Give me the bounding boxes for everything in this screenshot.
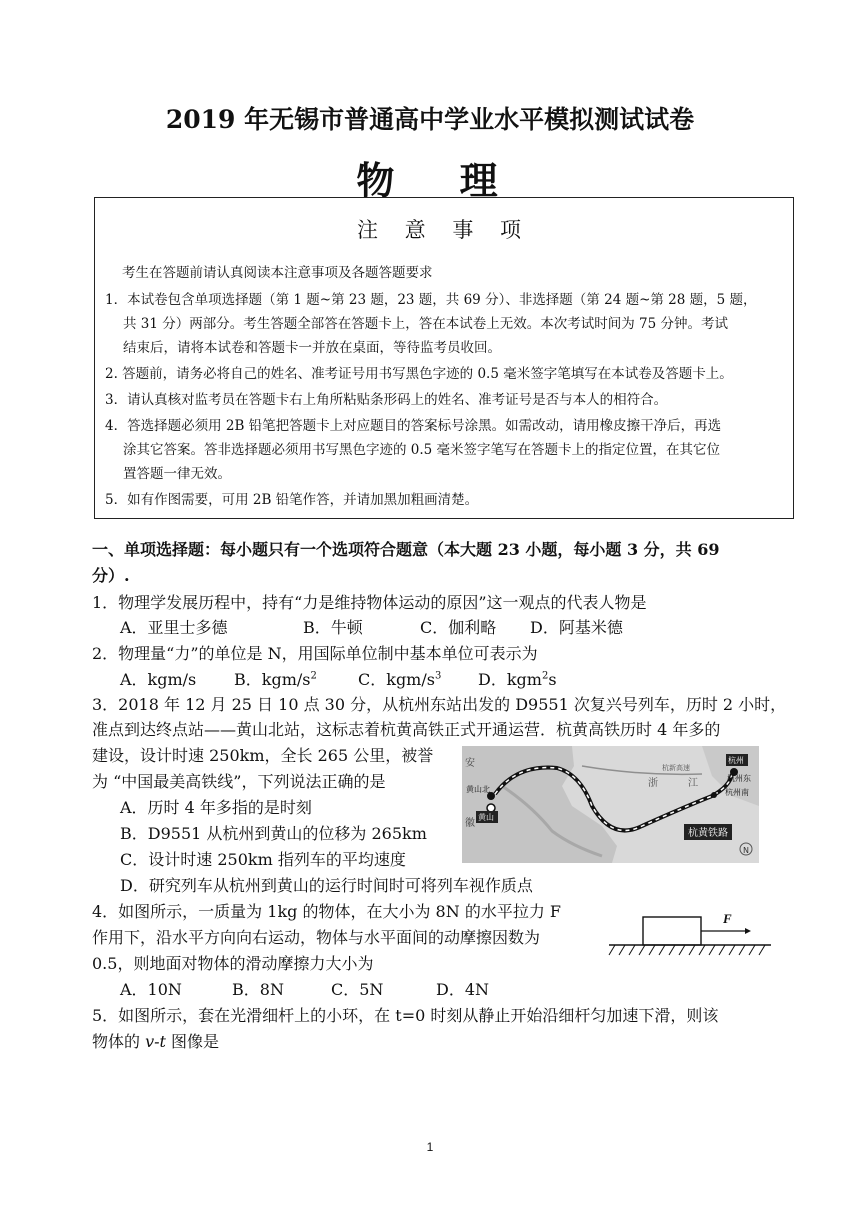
block (643, 917, 701, 945)
map-label-hangzhoudong: 杭州东 (727, 774, 751, 783)
q2-option-a: A．kgm/s (120, 670, 197, 689)
notice-line: 2. 答题前，请务必将自己的姓名、准考证号用书写黑色字迹的 0.5 毫米签字笔填写在本试卷及答题卡上。 (105, 366, 733, 382)
q1-option-a: A．亚里士多德 (120, 618, 228, 637)
page-number: 1 (426, 1140, 434, 1154)
notice-line: 涂其它答案。答非选择题必须用书写黑色字迹的 0.5 毫米签字笔写在答题卡上的指定位置，在其它位 (123, 442, 721, 458)
q5-line2: 物体的 v-t 图像是 (92, 1032, 220, 1051)
q4-line: 4．如图所示，一质量为 1kg 的物体，在大小为 8N 的水平拉力 F (92, 902, 562, 921)
huangshan-station-marker (487, 804, 495, 812)
q1-stem: 1．物理学发展历程中，持有“力是维持物体运动的原因”这一观点的代表人物是 (92, 593, 647, 612)
q3-option-a: A．历时 4 年多指的是时刻 (120, 798, 312, 817)
q2-option-d: D．kgm$^2$s (478, 670, 557, 689)
map-label-an: 安 (465, 758, 475, 769)
notice-line: 1．本试卷包含单项选择题（第 1 题~第 23 题，23 题，共 69 分）、非选择题（第 24 题~第 28 题，5 题， (105, 292, 757, 308)
q3-line: 准点到达终点站——黄山北站，这标志着杭黄高铁正式开通运营．杭黄高铁历时 4 年多的 (92, 720, 721, 739)
section-heading-cont: 分）. (92, 566, 130, 585)
q2-option-c: C．kgm/$s^3$ (358, 670, 442, 689)
force-label: F (723, 911, 732, 926)
q3-line: 3．2018 年 12 月 25 日 10 点 30 分，从杭州东站出发的 D9551 次复兴号列车，历时 2 小时， (92, 695, 787, 714)
railway-map-figure (462, 746, 759, 863)
q1-option-b: B．牛顿 (303, 618, 363, 637)
map-label-jiang: 江 (688, 778, 698, 789)
map-label-hangzhounan: 杭州南 (725, 788, 749, 797)
q3-line: 为 “中国最美高铁线”，下列说法正确的是 (92, 772, 386, 791)
q4-line: 作用下，沿水平方向向右运动，物体与水平面间的动摩擦因数为 (92, 928, 541, 947)
q3-option-c: C．设计时速 250km 指列车的平均速度 (120, 850, 406, 869)
notice-box (94, 197, 794, 519)
map-label-hui: 徽 (465, 818, 475, 829)
q3-option-b: B．D9551 从杭州到黄山的位移为 265km (120, 824, 427, 843)
notice-line: 共 31 分）两部分。考生答题全部答在答题卡上，答在本试卷上无效。本次考试时间为 75 分钟。考试 (123, 316, 729, 332)
q4-line: 0.5，则地面对物体的滑动摩擦力大小为 (92, 954, 374, 973)
q3-line: 建设，设计时速 250km，全长 265 公里，被誉 (92, 746, 434, 765)
subject-title: 物 理 (356, 158, 504, 203)
q4-option-b: B．8N (232, 980, 284, 999)
q2-option-b: B．kgm/$s^2$ (234, 670, 317, 689)
q4-option-a: A．10N (120, 980, 182, 999)
exam-title: 2019 年无锡市普通高中学业水平模拟测试试卷 (165, 105, 695, 134)
map-label-zhe: 浙 (648, 778, 658, 789)
q1-option-c: C．伽利略 (420, 618, 497, 637)
notice-line: 置答题一律无效。 (123, 466, 231, 482)
hangzhounan-station-marker (711, 792, 717, 798)
block-force-figure (605, 905, 775, 960)
notice-heading: 注 意 事 项 (356, 218, 532, 242)
q1-option-d: D．阿基米德 (530, 618, 623, 637)
notice-line: 结束后，请将本试卷和答题卡一并放在桌面，等待监考员收回。 (123, 340, 501, 356)
map-label-huangshan: 黄山 (478, 813, 494, 822)
q5-line: 5．如图所示，套在光滑细杆上的小环，在 t=0 时刻从静止开始沿细杆匀加速下滑，则该 (92, 1006, 719, 1025)
notice-line: 3．请认真核对监考员在答题卡右上角所粘贴条形码上的姓名、准考证号是否与本人的相符合。 (105, 392, 668, 408)
q3-option-d: D．研究列车从杭州到黄山的运行时间时可将列车视作质点 (120, 876, 533, 895)
q4-option-c: C．5N (331, 980, 384, 999)
notice-line: 4．答选择题必须用 2B 铅笔把答题卡上对应题目的答案标号涂黑。如需改动，请用橡皮擦干净后，再选 (105, 418, 722, 434)
q4-option-d: D．4N (436, 980, 490, 999)
notice-intro: 考生在答题前请认真阅读本注意事项及各题答题要求 (122, 265, 433, 281)
map-label-expressway: 杭新高速 (662, 764, 690, 772)
map-legend-label: 杭黄铁路 (688, 828, 728, 839)
map-label-huangshanbei: 黄山北 (466, 785, 490, 794)
notice-line: 5．如有作图需要，可用 2B 铅笔作答，并请加黑加粗画清楚。 (105, 492, 479, 508)
ground-hatching (609, 945, 765, 955)
section-heading: 一、单项选择题：每小题只有一个选项符合题意（本大题 23 小题，每小题 3 分，共 69 (92, 540, 720, 559)
q2-stem: 2．物理量“力”的单位是 N，用国际单位制中基本单位可表示为 (92, 644, 538, 663)
map-label-hangzhou: 杭州 (728, 756, 744, 765)
north-label: N (743, 846, 749, 855)
